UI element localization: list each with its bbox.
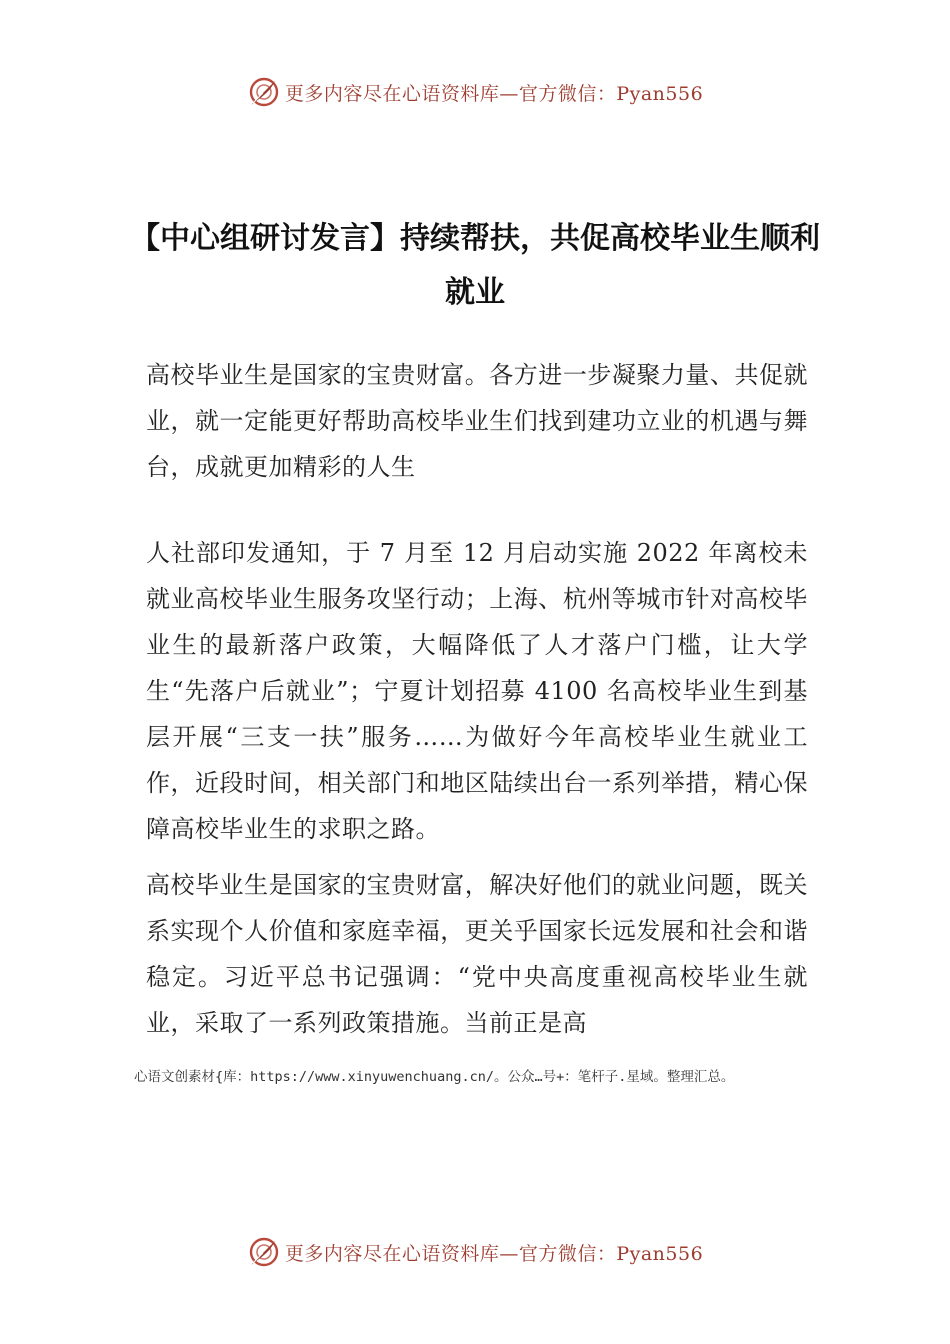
header-banner [0,72,950,112]
paragraph-1: 高校毕业生是国家的宝贵财富。各方进一步凝聚力量、共促就业，就一定能更好帮助高校毕业生们找到建功立业的机遇与舞台，成就更加精彩的人生 [146,361,808,481]
paragraph-2: 人社部印发通知，于 7 月至 12 月启动实施 2022 年离校未就业高校毕业生服务攻坚行动；上海、杭州等城市针对高校毕业生的最新落户政策，大幅降低了人才落户门槛，让大学生“先落户后就业”；宁夏计划招募 4100 名高校毕业生到基层开展“三支一扶”服务……为做好今年高校毕业生就业工作，近段时间，相关部门和地区陆续出台一系列举措，精心保障高校毕业生的求职之路。 [146,539,808,843]
banner-text: 更多内容尽在心语资料库—官方微信：Pyan556 [284,82,704,105]
paragraph-3: 高校毕业生是国家的宝贵财富，解决好他们的就业问题，既关系实现个人价值和家庭幸福，更关乎国家长远发展和社会和谐稳定。习近平总书记强调：“党中央高度重视高校毕业生就业，采取了一系列政策措施。当前正是高 [146,871,808,1037]
document-title: 【中心组研讨发言】持续帮扶，共促高校毕业生顺利就业 [130,221,820,310]
quill-logo-icon [247,1235,281,1269]
quill-logo-icon [247,75,281,109]
footer-banner [0,1232,950,1272]
footnote: 心语文创素材{库：https://www.xinyuwenchuang.cn/。公众…号+：笔杆子.星域。整理汇总。 [134,1069,735,1085]
banner-text: 更多内容尽在心语资料库—官方微信：Pyan556 [284,1242,704,1265]
